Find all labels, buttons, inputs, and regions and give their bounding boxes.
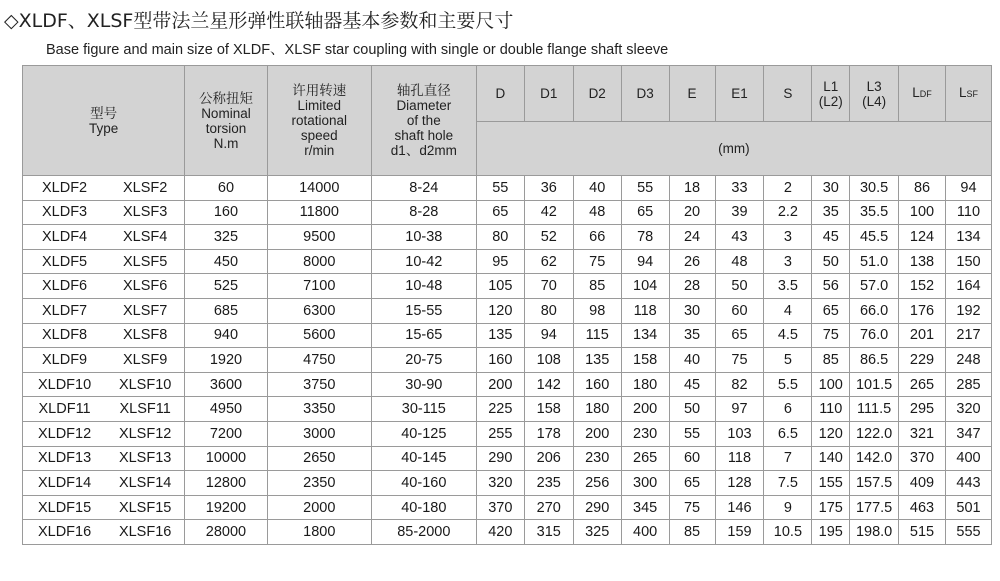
table-cell: 75 [669,495,715,520]
table-cell: 4.5 [764,323,812,348]
header-D1: D1 [524,66,573,122]
table-cell: 48 [715,249,764,274]
table-cell: 463 [899,495,946,520]
table-cell: 103 [715,421,764,446]
table-cell: 85 [669,520,715,545]
table-cell: 146 [715,495,764,520]
table-cell: 164 [945,274,991,299]
table-cell: 180 [573,397,621,422]
table-cell: 2350 [267,471,371,496]
table-cell: 101.5 [850,372,899,397]
model-xlsf-cell: XLSF10 [106,372,185,397]
table-cell: 85 [812,348,850,373]
table-cell: 235 [524,471,573,496]
table-cell: 86 [899,176,946,201]
table-cell: 515 [899,520,946,545]
model-xldf-cell: XLDF5 [23,249,107,274]
table-cell: 3750 [267,372,371,397]
model-xlsf-cell: XLSF3 [106,200,185,225]
table-cell: 315 [524,520,573,545]
table-cell: 6.5 [764,421,812,446]
table-cell: 175 [812,495,850,520]
table-cell: 42 [524,200,573,225]
table-cell: 7100 [267,274,371,299]
table-cell: 65 [476,200,524,225]
table-cell: 10-42 [371,249,476,274]
table-cell: 65 [715,323,764,348]
model-xlsf-cell: XLSF16 [106,520,185,545]
table-cell: 30 [812,176,850,201]
table-cell: 104 [621,274,669,299]
table-cell: 80 [524,298,573,323]
table-cell: 40-180 [371,495,476,520]
table-cell: 255 [476,421,524,446]
header-E: E [669,66,715,122]
table-cell: 45 [812,225,850,250]
table-row [23,348,992,373]
table-cell: 50 [812,249,850,274]
model-xlsf-cell: XLSF6 [106,274,185,299]
table-cell: 320 [476,471,524,496]
header-L1: L1 (L2) [812,66,850,122]
model-xldf-cell: XLDF14 [23,471,107,496]
model-xlsf-cell: XLSF5 [106,249,185,274]
table-cell: 225 [476,397,524,422]
header-D: D [476,66,524,122]
table-cell: 24 [669,225,715,250]
table-cell: 325 [185,225,268,250]
spec-table [22,65,992,545]
table-cell: 290 [476,446,524,471]
table-cell: 155 [812,471,850,496]
header-D3: D3 [621,66,669,122]
table-cell: 450 [185,249,268,274]
table-cell: 142.0 [850,446,899,471]
table-cell: 30-90 [371,372,476,397]
table-cell: 3350 [267,397,371,422]
table-cell: 60 [185,176,268,201]
table-cell: 100 [812,372,850,397]
table-cell: 7 [764,446,812,471]
table-cell: 4 [764,298,812,323]
table-cell: 6300 [267,298,371,323]
header-torque: 公称扭矩 Nominal torsion N.m [185,66,268,176]
table-cell: 320 [945,397,991,422]
table-cell: 3.5 [764,274,812,299]
table-cell: 140 [812,446,850,471]
table-cell: 3600 [185,372,268,397]
model-xldf-cell: XLDF8 [23,323,107,348]
table-cell: 134 [621,323,669,348]
table-cell: 290 [573,495,621,520]
model-xldf-cell: XLDF13 [23,446,107,471]
table-cell: 400 [945,446,991,471]
table-cell: 200 [621,397,669,422]
table-cell: 135 [573,348,621,373]
table-cell: 40-145 [371,446,476,471]
table-row [23,421,992,446]
table-cell: 2000 [267,495,371,520]
table-cell: 7200 [185,421,268,446]
header-hole-diameter: 轴孔直径 Diameter of the shaft hole d1、d2mm [371,66,476,176]
page-title: ◇XLDF、XLSF型带法兰星形弹性联轴器基本参数和主要尺寸 [4,10,514,32]
table-row [23,225,992,250]
model-xldf-cell: XLDF6 [23,274,107,299]
table-cell: 18 [669,176,715,201]
table-cell: 33 [715,176,764,201]
table-cell: 10-48 [371,274,476,299]
table-cell: 325 [573,520,621,545]
table-cell: 138 [899,249,946,274]
table-row [23,446,992,471]
table-cell: 345 [621,495,669,520]
table-cell: 158 [524,397,573,422]
table-cell: 86.5 [850,348,899,373]
header-type: 型号 Type [23,66,185,176]
table-cell: 105 [476,274,524,299]
table-cell: 62 [524,249,573,274]
table-cell: 85 [573,274,621,299]
header-D2: D2 [573,66,621,122]
table-cell: 8-28 [371,200,476,225]
table-cell: 180 [621,372,669,397]
table-cell: 135 [476,323,524,348]
table-cell: 4950 [185,397,268,422]
table-cell: 160 [185,200,268,225]
table-cell: 50 [669,397,715,422]
table-cell: 8000 [267,249,371,274]
table-cell: 60 [669,446,715,471]
table-cell: 3 [764,225,812,250]
table-cell: 206 [524,446,573,471]
table-cell: 30-115 [371,397,476,422]
table-cell: 55 [476,176,524,201]
table-cell: 40-160 [371,471,476,496]
table-cell: 110 [812,397,850,422]
table-cell: 256 [573,471,621,496]
table-cell: 12800 [185,471,268,496]
table-cell: 20-75 [371,348,476,373]
table-row [23,323,992,348]
table-cell: 248 [945,348,991,373]
table-cell: 94 [621,249,669,274]
table-cell: 195 [812,520,850,545]
table-cell: 370 [899,446,946,471]
table-cell: 120 [812,421,850,446]
table-cell: 370 [476,495,524,520]
table-cell: 300 [621,471,669,496]
table-cell: 321 [899,421,946,446]
table-cell: 15-65 [371,323,476,348]
table-cell: 2 [764,176,812,201]
model-xldf-cell: XLDF12 [23,421,107,446]
table-cell: 115 [573,323,621,348]
model-xlsf-cell: XLSF8 [106,323,185,348]
table-cell: 160 [573,372,621,397]
header-L3: L3 (L4) [850,66,899,122]
table-cell: 265 [621,446,669,471]
table-cell: 295 [899,397,946,422]
model-xldf-cell: XLDF10 [23,372,107,397]
table-cell: 66.0 [850,298,899,323]
table-cell: 10-38 [371,225,476,250]
table-cell: 420 [476,520,524,545]
table-cell: 70 [524,274,573,299]
table-cell: 10000 [185,446,268,471]
table-cell: 5 [764,348,812,373]
table-cell: 118 [621,298,669,323]
table-cell: 142 [524,372,573,397]
model-xlsf-cell: XLSF14 [106,471,185,496]
table-cell: 177.5 [850,495,899,520]
table-cell: 122.0 [850,421,899,446]
table-cell: 19200 [185,495,268,520]
table-cell: 56 [812,274,850,299]
model-xlsf-cell: XLSF11 [106,397,185,422]
table-cell: 65 [669,471,715,496]
table-cell: 55 [669,421,715,446]
header-S: S [764,66,812,122]
table-cell: 98 [573,298,621,323]
table-cell: 230 [621,421,669,446]
table-cell: 6 [764,397,812,422]
table-cell: 108 [524,348,573,373]
table-row [23,274,992,299]
table-cell: 555 [945,520,991,545]
table-cell: 48 [573,200,621,225]
table-cell: 230 [573,446,621,471]
table-cell: 501 [945,495,991,520]
table-cell: 3 [764,249,812,274]
table-cell: 20 [669,200,715,225]
table-cell: 409 [899,471,946,496]
table-cell: 150 [945,249,991,274]
table-cell: 525 [185,274,268,299]
header-E1: E1 [715,66,764,122]
model-xlsf-cell: XLSF9 [106,348,185,373]
table-cell: 75 [573,249,621,274]
table-cell: 128 [715,471,764,496]
table-cell: 5600 [267,323,371,348]
table-cell: 176 [899,298,946,323]
table-cell: 100 [899,200,946,225]
table-cell: 347 [945,421,991,446]
table-cell: 28 [669,274,715,299]
table-cell: 50 [715,274,764,299]
table-cell: 60 [715,298,764,323]
table-cell: 201 [899,323,946,348]
model-xlsf-cell: XLSF2 [106,176,185,201]
table-cell: 134 [945,225,991,250]
table-cell: 5.5 [764,372,812,397]
table-cell: 39 [715,200,764,225]
table-cell: 40 [573,176,621,201]
table-cell: 35 [669,323,715,348]
table-cell: 940 [185,323,268,348]
table-cell: 78 [621,225,669,250]
model-xldf-cell: XLDF11 [23,397,107,422]
table-cell: 9 [764,495,812,520]
table-cell: 200 [573,421,621,446]
table-cell: 28000 [185,520,268,545]
model-xlsf-cell: XLSF4 [106,225,185,250]
table-row [23,249,992,274]
table-cell: 85-2000 [371,520,476,545]
table-cell: 55 [621,176,669,201]
model-xldf-cell: XLDF16 [23,520,107,545]
table-row [23,200,992,225]
table-cell: 65 [812,298,850,323]
model-xlsf-cell: XLSF7 [106,298,185,323]
table-row [23,298,992,323]
table-cell: 443 [945,471,991,496]
model-xldf-cell: XLDF4 [23,225,107,250]
header-unit: (mm) [476,122,991,176]
table-cell: 30 [669,298,715,323]
table-row [23,372,992,397]
table-cell: 110 [945,200,991,225]
table-cell: 75 [715,348,764,373]
model-xlsf-cell: XLSF13 [106,446,185,471]
table-cell: 10.5 [764,520,812,545]
table-cell: 265 [899,372,946,397]
table-cell: 36 [524,176,573,201]
table-cell: 157.5 [850,471,899,496]
table-cell: 94 [524,323,573,348]
table-row [23,495,992,520]
table-cell: 66 [573,225,621,250]
table-cell: 192 [945,298,991,323]
table-cell: 118 [715,446,764,471]
model-xlsf-cell: XLSF12 [106,421,185,446]
header-LSF: LSF [945,66,991,122]
model-xldf-cell: XLDF2 [23,176,107,201]
table-cell: 97 [715,397,764,422]
table-cell: 26 [669,249,715,274]
table-cell: 2.2 [764,200,812,225]
table-row [23,397,992,422]
table-cell: 160 [476,348,524,373]
model-xlsf-cell: XLSF15 [106,495,185,520]
table-cell: 1800 [267,520,371,545]
table-cell: 45 [669,372,715,397]
table-cell: 4750 [267,348,371,373]
table-body [23,176,992,545]
table-cell: 198.0 [850,520,899,545]
model-xldf-cell: XLDF7 [23,298,107,323]
model-xldf-cell: XLDF3 [23,200,107,225]
page-subtitle: Base figure and main size of XLDF、XLSF star coupling with single or double flange shaft sleeve [46,42,669,58]
table-cell: 15-55 [371,298,476,323]
table-cell: 30.5 [850,176,899,201]
model-xldf-cell: XLDF15 [23,495,107,520]
table-cell: 217 [945,323,991,348]
table-cell: 40 [669,348,715,373]
table-cell: 94 [945,176,991,201]
table-cell: 124 [899,225,946,250]
table-cell: 152 [899,274,946,299]
table-cell: 35.5 [850,200,899,225]
table-cell: 111.5 [850,397,899,422]
model-xldf-cell: XLDF9 [23,348,107,373]
table-cell: 75 [812,323,850,348]
table-cell: 2650 [267,446,371,471]
table-cell: 159 [715,520,764,545]
table-cell: 14000 [267,176,371,201]
header-speed: 许用转速 Limited rotational speed r/min [267,66,371,176]
table-cell: 40-125 [371,421,476,446]
table-cell: 95 [476,249,524,274]
table-cell: 51.0 [850,249,899,274]
table-cell: 43 [715,225,764,250]
table-cell: 76.0 [850,323,899,348]
table-cell: 400 [621,520,669,545]
table-cell: 82 [715,372,764,397]
table-cell: 285 [945,372,991,397]
table-cell: 9500 [267,225,371,250]
table-cell: 229 [899,348,946,373]
table-cell: 3000 [267,421,371,446]
table-cell: 158 [621,348,669,373]
table-cell: 45.5 [850,225,899,250]
table-cell: 35 [812,200,850,225]
table-row [23,520,992,545]
header-LDF: LDF [899,66,946,122]
table-cell: 178 [524,421,573,446]
table-cell: 270 [524,495,573,520]
table-cell: 200 [476,372,524,397]
table-row [23,176,992,201]
table-cell: 52 [524,225,573,250]
table-cell: 685 [185,298,268,323]
table-cell: 7.5 [764,471,812,496]
table-cell: 8-24 [371,176,476,201]
table-cell: 65 [621,200,669,225]
table-cell: 120 [476,298,524,323]
table-cell: 1920 [185,348,268,373]
table-cell: 57.0 [850,274,899,299]
table-cell: 80 [476,225,524,250]
table-row [23,471,992,496]
table-cell: 11800 [267,200,371,225]
